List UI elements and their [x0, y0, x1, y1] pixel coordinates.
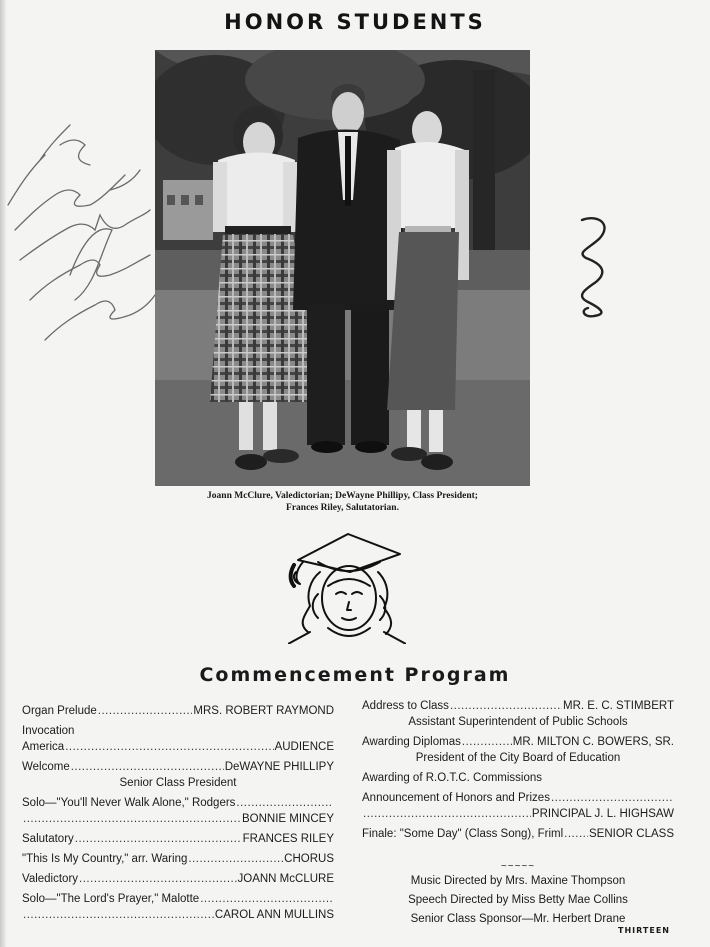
dot-leader: [200, 891, 333, 907]
credit-line: Speech Directed by Miss Betty Mae Collins: [408, 894, 628, 906]
dot-leader: [71, 759, 224, 775]
dot-leader: [23, 907, 214, 923]
caption-line-2: Frances Riley, Salutatorian.: [286, 503, 399, 513]
program-item-title: Finale: "Some Day" (Class Song), Friml: [362, 828, 564, 840]
program-item-title: Welcome: [22, 761, 70, 773]
decorative-flourish: [568, 212, 618, 320]
photo-caption: [155, 490, 530, 514]
program-item-performer: BONNIE MINCEY: [241, 813, 334, 825]
dot-leader: [23, 811, 241, 827]
dot-leader: [75, 831, 242, 847]
program-item-performer: MR. MILTON C. BOWERS, SR.: [512, 736, 674, 748]
honor-students-photo: [155, 50, 530, 486]
program-item-performer: MRS. ROBERT RAYMOND: [193, 705, 334, 717]
program-item-continuation: [22, 907, 334, 923]
program-item: [362, 698, 674, 714]
program-item-title: Address to Class: [362, 700, 449, 712]
program-item-performer: AUDIENCE: [274, 741, 334, 753]
dot-leader: [236, 795, 333, 811]
program-item: [362, 790, 674, 806]
dot-leader: [564, 826, 588, 842]
program-item: [22, 703, 334, 719]
program-item-note: President of the City Board of Education: [415, 752, 621, 764]
dot-leader: [79, 871, 236, 887]
program-item-title: Solo—"The Lord's Prayer," Malotte: [22, 893, 200, 905]
program-item-performer: DeWAYNE PHILLIPY: [224, 761, 334, 773]
program-item: [22, 851, 334, 867]
section-ornament: ~~~~~: [500, 861, 536, 872]
program-item: [22, 795, 334, 811]
handwritten-signature: [0, 115, 165, 375]
program-item-title: Awarding Diplomas: [362, 736, 461, 748]
program-item-performer: MR. E. C. STIMBERT: [563, 700, 674, 712]
dot-leader: [450, 698, 562, 714]
dot-leader: [65, 739, 273, 755]
program-item-title: Organ Prelude: [22, 705, 97, 717]
program-item-note: Senior Class President: [119, 777, 237, 789]
program-item-note: Assistant Superintendent of Public Schools: [408, 716, 628, 728]
program-item: [22, 871, 334, 887]
program-item-title: Announcement of Honors and Prizes: [362, 792, 550, 804]
program-item: [22, 831, 334, 847]
program-item: [22, 723, 334, 739]
program-item: [362, 734, 674, 750]
program-item: [362, 826, 674, 842]
dot-leader: [188, 851, 283, 867]
program-item-continuation: [22, 811, 334, 827]
page-number: THIRTEEN: [617, 926, 670, 935]
program-credits: [362, 861, 674, 929]
program-right-column: [362, 698, 674, 842]
program-item-performer: JOANN McCLURE: [237, 873, 334, 885]
program-item-title: Salutatory: [22, 833, 74, 845]
credit-line: Music Directed by Mrs. Maxine Thompson: [410, 875, 626, 887]
program-item-title: Awarding of R.O.T.C. Commissions: [362, 772, 543, 784]
dot-leader: [98, 703, 193, 719]
program-item: [22, 759, 334, 775]
graduate-illustration: [288, 532, 406, 644]
program-item-title: Valedictory: [22, 873, 79, 885]
page-headline: HONOR STUDENTS: [224, 10, 486, 34]
dot-leader: [462, 734, 512, 750]
caption-line-1: Joann McClure, Valedictorian; DeWayne Phillipy, Class President;: [207, 491, 478, 501]
program-item-performer: FRANCES RILEY: [242, 833, 334, 845]
program-left-column: [22, 703, 334, 923]
program-item-performer: PRINCIPAL J. L. HIGHSAW: [531, 808, 674, 820]
dot-leader: [551, 790, 673, 806]
program-item-performer: CAROL ANN MULLINS: [214, 909, 334, 921]
program-item: [22, 891, 334, 907]
program-item-performer: SENIOR CLASS: [589, 828, 674, 840]
program-title: Commencement Program: [199, 664, 511, 686]
program-item: [22, 739, 334, 755]
program-item-continuation: [362, 806, 674, 822]
program-item-title: "This Is My Country," arr. Waring: [22, 853, 188, 865]
program-item-performer: CHORUS: [284, 853, 334, 865]
program-item-title: America: [22, 741, 65, 753]
credit-line: Senior Class Sponsor—Mr. Herbert Drane: [410, 913, 626, 925]
program-item: [362, 770, 674, 786]
program-item-title: Invocation: [22, 725, 75, 737]
dot-leader: [363, 806, 531, 822]
program-item-title: Solo—"You'll Never Walk Alone," Rodgers: [22, 797, 236, 809]
